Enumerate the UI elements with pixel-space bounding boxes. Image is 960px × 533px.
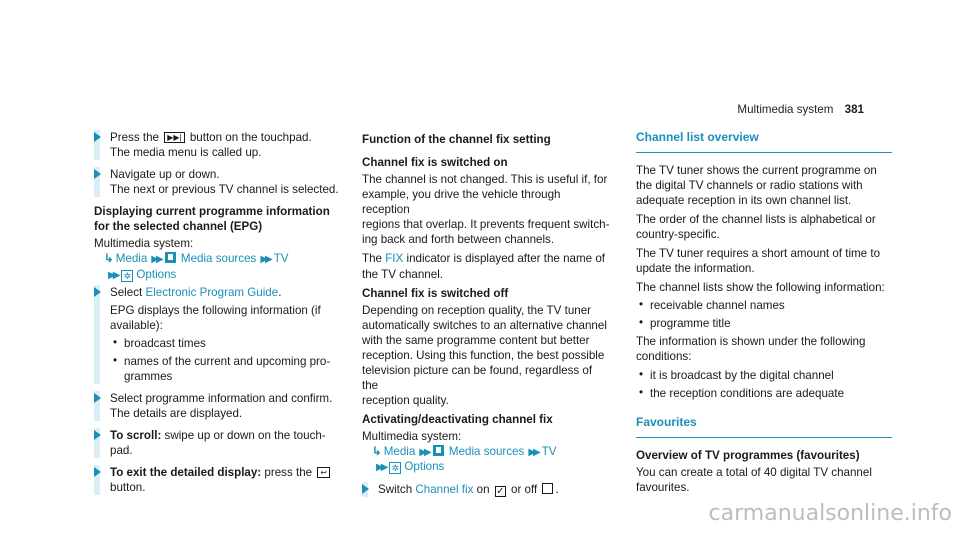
path-options[interactable]: Options xyxy=(136,267,177,281)
media-sources-icon xyxy=(165,252,176,263)
channel-fix-on-heading: Channel fix is switched on xyxy=(362,156,508,170)
chevron-icon: ▶▶ xyxy=(108,269,118,281)
page-header xyxy=(737,102,864,117)
checkbox-checked-icon: ✓ xyxy=(496,486,505,498)
column-3: Channel list overview The TV tuner shows the current programme on the digital TV channels or radio stations with adequate reception in its own channel list. The order of the channel lists is alphabetical or country-specific. The TV tuner requires a short amount of time to update the information. The channel lists show the following information: • receivable channel names • programme title The information is shown under the following conditions: • it is broadcast by the digital channel • the reception conditions are adequate Favourites Overview of TV programmes (favourites) You can create a total of 40 digital TV channel favourites. xyxy=(636,130,892,499)
list-item: • it is broadcast by the digital channel xyxy=(636,368,892,383)
fix-indicator-text: The FIX indicator is displayed after the name of the TV channel. xyxy=(362,252,605,281)
path-media-sources[interactable]: Media sources xyxy=(448,445,525,459)
step-exit-detail: To exit the detailed display: press the ↩ button. xyxy=(94,465,344,495)
epg-heading: Displaying current programme information for the selected channel (EPG) xyxy=(94,205,330,234)
section-label: Multimedia system xyxy=(737,103,834,116)
step-arrow-icon xyxy=(94,169,101,179)
path-tv[interactable]: TV xyxy=(273,252,289,266)
step-arrow-icon xyxy=(94,430,101,440)
step-select-epg: Select Electronic Program Guide. EPG displays the following information (if available): • broadcast times • names of the current and upcoming pro- grammes xyxy=(94,285,344,384)
path-media-sources[interactable]: Media sources xyxy=(180,252,257,266)
checkbox-empty-icon xyxy=(542,483,553,494)
page-number: 381 xyxy=(844,103,864,116)
activate-channel-fix-heading: Activating/deactivating channel fix xyxy=(362,413,553,427)
media-sources-icon xyxy=(433,445,444,456)
chevron-icon: ▶▶ xyxy=(151,254,161,266)
channel-fix-link[interactable]: Channel fix xyxy=(415,483,474,497)
electronic-program-guide-link[interactable]: Electronic Program Guide xyxy=(145,285,279,299)
conditions-list xyxy=(636,368,892,401)
list-item: • programme title xyxy=(636,316,892,331)
chevron-icon: ▶▶ xyxy=(528,447,538,459)
list-item: • names of the current and upcoming pro- grammes xyxy=(110,354,344,384)
step-arrow-icon xyxy=(362,484,369,494)
path-arrow-icon: ↳ xyxy=(372,445,382,459)
chevron-icon: ▶▶ xyxy=(419,447,429,459)
favourites-overview-heading: Overview of TV programmes (favourites) xyxy=(636,449,860,463)
options-icon: ✲ xyxy=(389,462,401,474)
watermark: carmanualsonline.info xyxy=(708,501,952,527)
channel-fix-off-text: Depending on reception quality, the TV tuner automatically switches to an alternative channel with the same programme content but better reception. Using this function, the best possible television picture can be found, regardless of the reception quality. xyxy=(362,303,607,407)
path-media[interactable]: Media xyxy=(383,445,416,459)
step-switch-channel-fix: Switch Channel fix on ✓ or off . xyxy=(362,482,610,497)
step-arrow-icon xyxy=(94,467,101,477)
step-arrow-icon xyxy=(94,393,101,403)
multimedia-system-label: Multimedia system: xyxy=(362,430,462,444)
path-arrow-icon: ↳ xyxy=(104,252,114,266)
step-select-programme: Select programme information and confirm. The details are displayed. xyxy=(94,391,344,421)
step-scroll: To scroll: swipe up or down on the touch- pad. xyxy=(94,428,344,458)
channel-fix-off-heading: Channel fix is switched off xyxy=(362,286,509,300)
step-arrow-icon xyxy=(94,132,101,142)
chevron-icon: ▶▶ xyxy=(376,462,386,474)
back-icon: ↩ xyxy=(317,467,330,478)
options-icon: ✲ xyxy=(121,270,133,282)
channel-list-overview-title: Channel list overview xyxy=(636,130,892,153)
path-tv[interactable]: TV xyxy=(541,445,557,459)
channel-fix-on-text: The channel is not changed. This is useful if, for example, you drive the vehicle through reception regions that overlap. It prevents frequent switch- ing back and forth between channels. xyxy=(362,173,610,247)
column-2 xyxy=(362,130,610,504)
list-item: • the reception conditions are adequate xyxy=(636,386,892,401)
favourites-title: Favourites xyxy=(636,415,892,438)
multimedia-system-label: Multimedia system: xyxy=(94,237,194,251)
path-options[interactable]: Options xyxy=(404,460,445,474)
channel-info-list xyxy=(636,298,892,331)
skip-forward-icon: ▶▶| xyxy=(164,132,184,143)
step-arrow-icon xyxy=(94,287,101,297)
path-media[interactable]: Media xyxy=(115,252,148,266)
channel-fix-title: Function of the channel fix setting xyxy=(362,133,551,146)
menu-path xyxy=(94,251,344,281)
column-1 xyxy=(94,130,344,502)
list-item: • broadcast times xyxy=(110,336,344,351)
chevron-icon: ▶▶ xyxy=(260,254,270,266)
fix-indicator-label: FIX xyxy=(385,252,404,266)
step-press-button: Press the ▶▶| button on the touchpad. The media menu is called up. xyxy=(94,130,344,160)
list-item: • receivable channel names xyxy=(636,298,892,313)
step-navigate: Navigate up or down. The next or previous TV channel is selected. xyxy=(94,167,344,197)
epg-bullet-list xyxy=(110,336,344,384)
menu-path xyxy=(362,444,610,474)
